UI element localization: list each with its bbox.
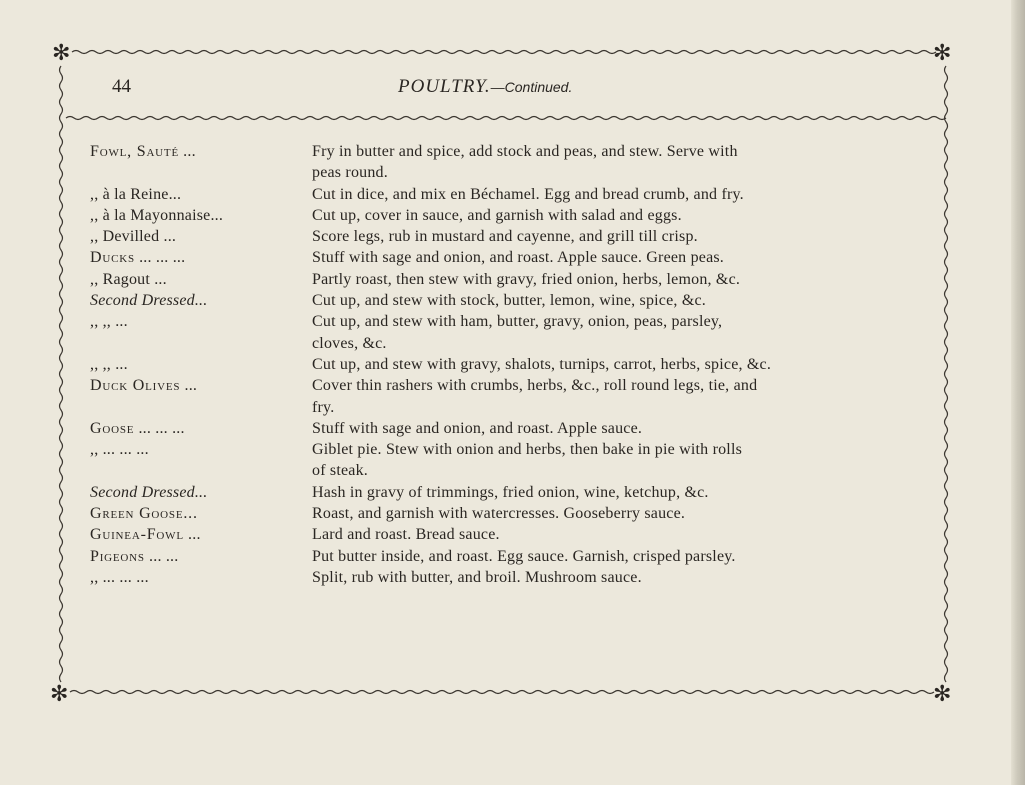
recipe-method: Cut up, and stew with ham, butter, gravy, onion, peas, parsley,	[312, 313, 723, 331]
page-header	[112, 76, 932, 100]
recipe-method: Roast, and garnish with watercresses. Gooseberry sauce.	[312, 505, 686, 523]
recipe-name: ,, Devilled ...	[90, 228, 177, 246]
corner-ornament-bottom-left: ✻	[50, 682, 69, 707]
list-item	[90, 439, 950, 482]
recipe-method-continued: cloves, &c.	[312, 334, 387, 352]
recipe-method: Partly roast, then stew with gravy, fried onion, herbs, lemon, &c.	[312, 270, 741, 288]
running-title-sub: —Continued.	[490, 79, 573, 95]
list-item	[90, 524, 950, 545]
recipe-method: Stuff with sage and onion, and roast. Apple sauce.	[312, 419, 643, 437]
recipe-name: ,, à la Reine...	[90, 185, 182, 203]
list-item	[90, 226, 950, 247]
recipe-name: Duck Olives ...	[90, 377, 198, 395]
list-item	[90, 546, 950, 567]
recipe-method: Cut up, cover in sauce, and garnish with salad and eggs.	[312, 206, 682, 224]
recipe-method: Split, rub with butter, and broil. Mushroom sauce.	[312, 568, 642, 586]
recipe-name: Pigeons ... ...	[90, 547, 179, 565]
recipe-method-continued: peas round.	[312, 164, 388, 182]
running-title-main: POULTRY.	[398, 76, 491, 97]
corner-ornament-top-right: ✻	[933, 41, 952, 66]
recipe-method-continued: of steak.	[312, 462, 369, 480]
recipe-method: Score legs, rub in mustard and cayenne, and grill till crisp.	[312, 228, 698, 246]
recipe-method: Cut up, and stew with stock, butter, lemon, wine, spice, &c.	[312, 292, 706, 310]
list-item	[90, 482, 950, 503]
recipe-name: ,, ,, ...	[90, 355, 128, 373]
recipe-name: ,, à la Mayonnaise...	[90, 206, 224, 224]
recipe-name: Second Dressed...	[90, 483, 208, 501]
list-item	[90, 290, 950, 311]
page-number: 44	[112, 76, 131, 97]
recipe-name: Goose ... ... ...	[90, 419, 185, 437]
list-item	[90, 418, 950, 439]
recipe-name: Ducks ... ... ...	[90, 249, 186, 267]
recipe-name: ,, ... ... ...	[90, 568, 149, 586]
list-item	[90, 205, 950, 226]
recipe-name: ,, Ragout ...	[90, 270, 167, 288]
list-item	[90, 247, 950, 268]
list-item	[90, 503, 950, 524]
recipe-method: Put butter inside, and roast. Egg sauce. Garnish, crisped parsley.	[312, 547, 736, 565]
recipe-name: Green Goose...	[90, 505, 198, 523]
running-title	[398, 76, 572, 98]
list-item	[90, 141, 950, 184]
recipe-name: Second Dressed...	[90, 292, 208, 310]
recipe-name: Fowl, Sauté ...	[90, 143, 196, 160]
list-item	[90, 354, 950, 375]
corner-ornament-top-left: ✻	[52, 41, 71, 66]
recipe-method: Fry in butter and spice, add stock and peas, and stew. Serve with	[312, 143, 738, 160]
recipe-method: Cut in dice, and mix en Béchamel. Egg and bread crumb, and fry.	[312, 185, 744, 203]
recipe-method: Cover thin rashers with crumbs, herbs, &c., roll round legs, tie, and	[312, 377, 758, 395]
recipe-method: Cut up, and stew with gravy, shalots, turnips, carrot, herbs, spice, &c.	[312, 355, 772, 373]
recipe-method: Lard and roast. Bread sauce.	[312, 526, 500, 544]
recipe-name: ,, ... ... ...	[90, 441, 149, 459]
recipe-name: Guinea-Fowl ...	[90, 526, 201, 544]
list-item	[90, 269, 950, 290]
recipe-name: ,, ,, ...	[90, 313, 128, 331]
recipe-method-continued: fry.	[312, 398, 335, 416]
recipe-method: Hash in gravy of trimmings, fried onion, wine, ketchup, &c.	[312, 483, 709, 501]
recipe-method: Giblet pie. Stew with onion and herbs, then bake in pie with rolls	[312, 441, 743, 459]
corner-ornament-bottom-right: ✻	[933, 682, 952, 707]
list-item	[90, 311, 950, 354]
list-item	[90, 184, 950, 205]
list-item	[90, 567, 950, 588]
recipe-list	[90, 141, 950, 588]
recipe-method: Stuff with sage and onion, and roast. Apple sauce. Green peas.	[312, 249, 725, 267]
list-item	[90, 375, 950, 418]
